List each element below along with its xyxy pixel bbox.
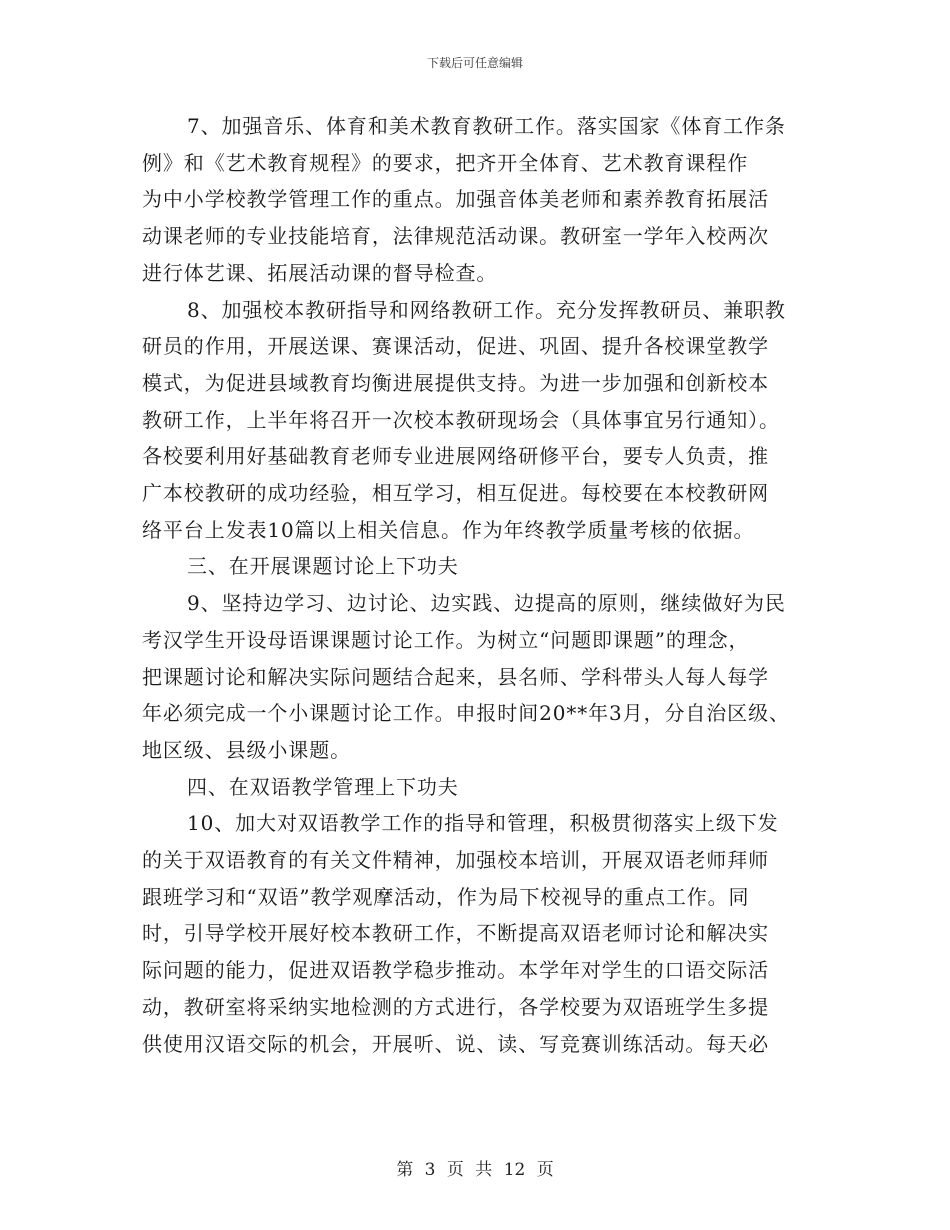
text-line: 为中小学校教学管理工作的重点。加强音体美老师和素养教育拓展活 — [142, 187, 769, 212]
text-line: 进行体艺课、拓展活动课的督导检查。 — [142, 260, 498, 285]
text-line: 的关于双语教育的有关文件精神，加强校本培训，开展双语老师拜师 — [142, 848, 769, 873]
text-line: 动，教研室将采纳实地检测的方式进行，各学校要为双语班学生多提 — [142, 994, 769, 1019]
text-line: 研员的作用，开展送课、赛课活动，促进、巩固、提升各校课堂教学 — [142, 334, 769, 359]
text-line: 例》和《艺术教育规程》的要求，把齐开全体育、艺术教育课程作 — [142, 150, 749, 175]
text-line: 考汉学生开设母语课课题讨论工作。为树立“问题即课题”的理念， — [142, 627, 750, 652]
page-header: 下载后可任意编辑 — [426, 56, 523, 70]
text-line: 年必须完成一个小课题讨论工作。申报时间20**年3月，分自治区级、 — [142, 701, 790, 726]
text-line: 模式，为促进县域教育均衡进展提供支持。为进一步加强和创新校本 — [142, 370, 769, 395]
text-line: 把课题讨论和解决实际问题结合起来，县名师、学科带头人每人每学 — [142, 664, 769, 689]
text-line: 广本校教研的成功经验，相互学习，相互促进。每校要在本校教研网 — [142, 481, 769, 506]
text-line: 10、加大对双语教学工作的指导和管理，积极贯彻落实上级下发 — [187, 811, 779, 836]
text-line: 8、加强校本教研指导和网络教研工作。充分发挥教研员、兼职教 — [187, 297, 786, 322]
text-line: 供使用汉语交际的机会，开展听、说、读、写竞赛训练活动。每天必 — [142, 1031, 769, 1056]
text-line: 动课老师的专业技能培育，法律规范活动课。教研室一学年入校两次 — [142, 224, 769, 249]
text-line: 时，引导学校开展好校本教研工作，不断提高双语老师讨论和解决实 — [142, 921, 769, 946]
text-line: 四、在双语教学管理上下功夫 — [187, 774, 459, 799]
text-line: 三、在开展课题讨论上下功夫 — [187, 554, 459, 579]
document-body — [142, 108, 810, 1062]
text-line: 地区级、县级小课题。 — [142, 737, 351, 762]
text-line: 际问题的能力，促进双语教学稳步推动。本学年对学生的口语交际活 — [142, 958, 769, 983]
text-line: 9、坚持边学习、边讨论、边实践、边提高的原则，继续做好为民 — [187, 591, 786, 616]
text-line: 络平台上发表10篇以上相关信息。作为年终教学质量考核的依据。 — [142, 517, 755, 542]
text-line: 教研工作，上半年将召开一次校本教研现场会（具体事宜另行通知）。 — [142, 407, 780, 432]
text-line: 各校要利用好基础教育老师专业进展网络研修平台，要专人负责，推 — [142, 444, 769, 469]
text-line: 7、加强音乐、体育和美术教育教研工作。落实国家《体育工作条 — [187, 114, 786, 138]
text-line: 跟班学习和“双语”教学观摩活动，作为局下校视导的重点工作。同 — [142, 884, 750, 909]
page-footer: 第 3 页 共 12 页 — [396, 1160, 554, 1180]
